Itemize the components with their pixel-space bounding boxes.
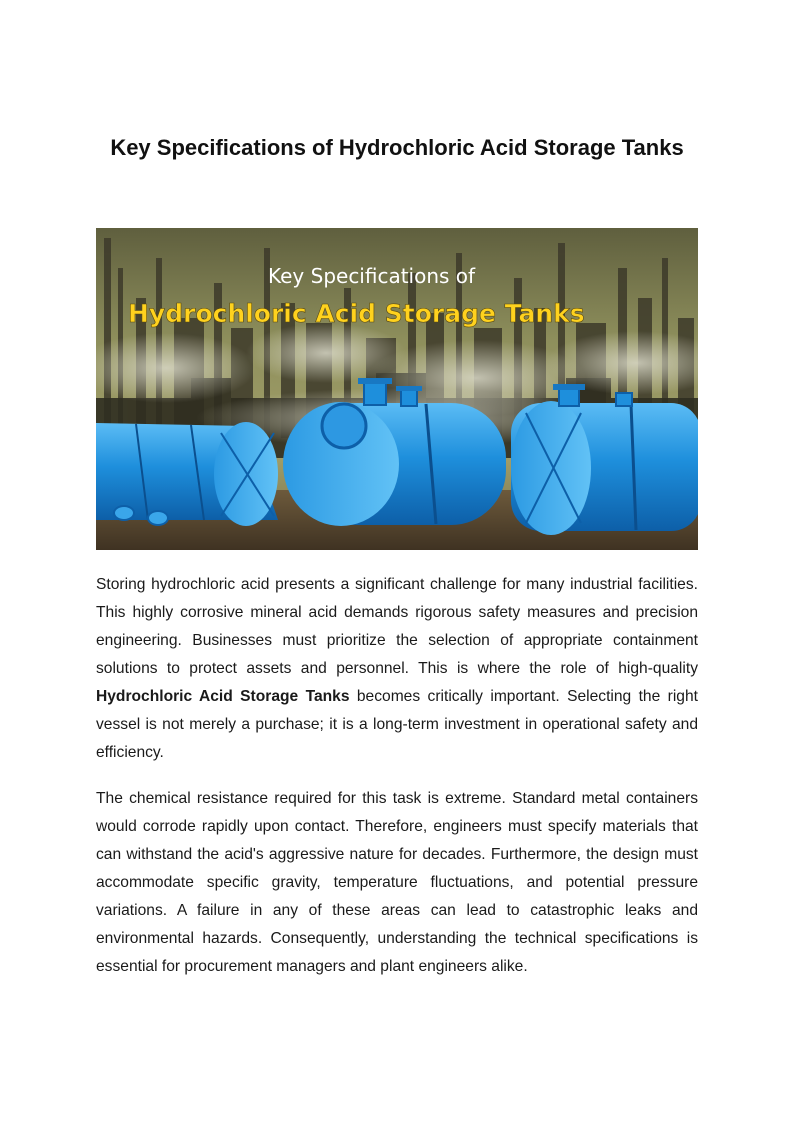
intro-text-before: Storing hydrochloric acid presents a significant challenge for many industrial facilities. This highly corrosive mineral acid demands rigorous safety measures and precision engineering. Businesses must prioritize the selection of appropriate containment solutions to protect assets and personnel. This is where the role of high-quality bbox=[96, 576, 698, 677]
specs-paragraph: The chemical resistance required for this task is extreme. Standard metal containers would corrode rapidly upon contact. Therefore, engineers must specify materials that can withstand the acid's aggressive nature for decades. Furthermore, the design must accommodate specific gravity, temperature fluctuations, and potential pressure variations. A failure in any of these areas can lead to catastrophic leaks and environmental hazards. Consequently, understanding the technical specifications is essential for procurement managers and plant engineers alike. bbox=[96, 790, 698, 975]
tank-right bbox=[511, 384, 698, 535]
page-title: Key Specifications of Hydrochloric Acid Storage Tanks bbox=[110, 135, 684, 160]
tank-left bbox=[96, 422, 278, 526]
intro-paragraph bbox=[96, 571, 698, 767]
hero-image bbox=[96, 228, 698, 550]
hero-subtitle: Key Specifications of bbox=[268, 264, 476, 288]
intro-text-after: becomes critically important. Selecting the right vessel is not merely a purchase; it is a long-term investment in operational safety and efficiency. bbox=[96, 688, 698, 761]
hero-headline: Hydrochloric Acid Storage Tanks bbox=[128, 299, 585, 328]
intro-text-bold: Hydrochloric Acid Storage Tanks bbox=[96, 688, 350, 705]
